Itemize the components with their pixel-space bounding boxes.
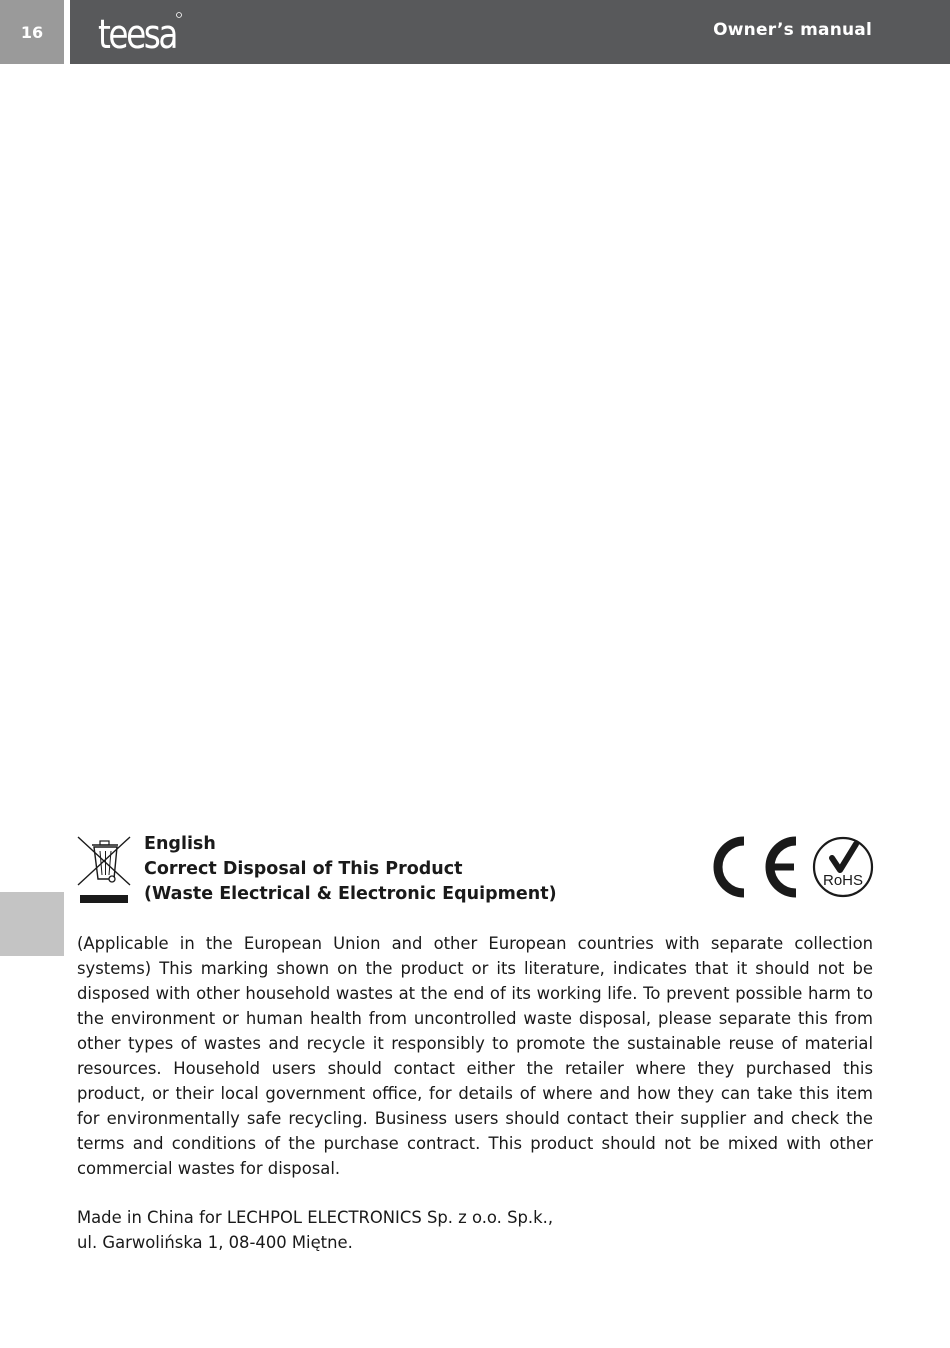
language-label: English	[144, 834, 216, 854]
document-title: Owner’s manual	[713, 20, 872, 40]
teesa-logo	[98, 10, 184, 54]
manufacturer-line-2: ul. Garwolińska 1, 08-400 Miętne.	[77, 1233, 353, 1252]
disposal-heading: Correct Disposal of This Product	[144, 859, 463, 879]
side-tab-marker	[0, 892, 64, 956]
svg-text:teesa: teesa	[98, 12, 176, 54]
weee-crossed-bin-icon	[76, 835, 132, 907]
rohs-icon	[812, 836, 874, 898]
header-bar	[70, 0, 950, 64]
rohs-label: RoHS	[822, 872, 864, 889]
page-number-text: 16	[20, 22, 44, 42]
manufacturer-info	[77, 1205, 553, 1255]
disposal-subheading: (Waste Electrical & Electronic Equipment)	[144, 884, 557, 904]
ce-mark-icon	[712, 835, 802, 899]
disposal-heading-block	[144, 832, 557, 907]
manufacturer-line-1: Made in China for LECHPOL ELECTRONICS Sp. z o.o. Sp.k.,	[77, 1208, 554, 1227]
page-number	[0, 0, 64, 64]
disposal-body-text: (Applicable in the European Union and other European countries with separate collection systems) This marking shown on the product or its literature, indicates that it should not be disposed with other household wastes at the end of its working life. To prevent possible harm to the environment or human health from uncontrolled waste disposal, please separate this from other types of wastes and recycle it responsibly to promote the sustainable reuse of material resources. Household users should contact either the retailer where they purchased this product, or their local government office, for details of where and how they can take this item for environmentally safe recycling. Business users should contact their supplier and check the terms and conditions of the purchase contract. This product should not be mixed with other commercial wastes for disposal.	[77, 934, 873, 1178]
